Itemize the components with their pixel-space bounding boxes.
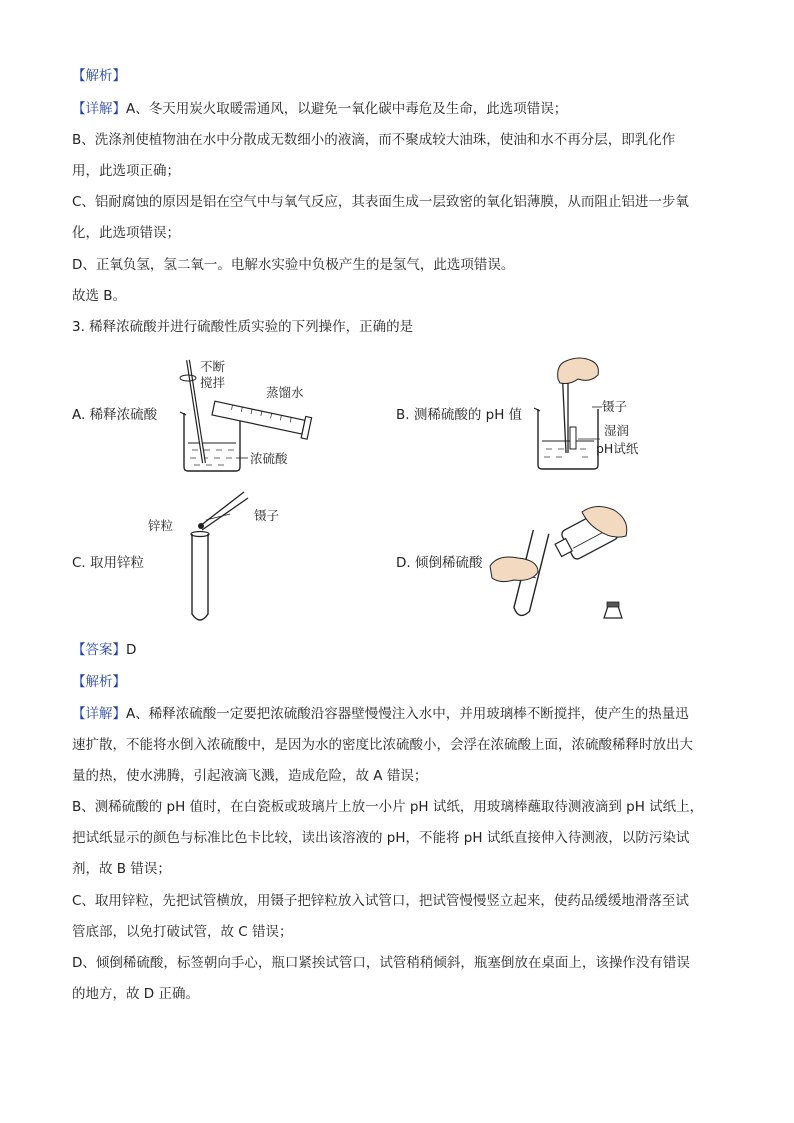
detail-label: 【详解】 — [72, 706, 126, 722]
detail-label: 【详解】 — [72, 101, 126, 117]
zinc-granule-illustration — [146, 488, 306, 628]
label-keep-stirring-2: 搅拌 — [200, 375, 226, 390]
analysis-line: C、取用锌粒，先把试管横放，用镊子把锌粒放入试管口，把试管慢慢竖立起来，使药品缓缓地滑落至试 — [72, 893, 689, 909]
answer-label: 【答案】 — [72, 642, 126, 658]
analysis-line: 管底部，以免打破试管，故 C 错误； — [72, 924, 293, 940]
pouring-illustration — [488, 506, 638, 631]
analysis-line: 化，此选项错误； — [72, 225, 180, 241]
analysis-line: 剂，故 B 错误； — [72, 861, 171, 877]
analysis-line: B、洗涤剂使植物油在水中分散成无数细小的液滴，而不聚成较大油珠，使油和水不再分层，即乳化作 — [72, 132, 676, 148]
analysis-line: 量的热，使水沸腾，引起液滴飞溅，造成危险，故 A 错误； — [72, 768, 428, 784]
question-stem: 3. 稀释浓硫酸并进行硫酸性质实验的下列操作，正确的是 — [72, 319, 414, 335]
analysis-line: C、铝耐腐蚀的原因是铝在空气中与氧气反应，其表面生成一层致密的氧化铝薄膜，从而阻止铝进一步氧 — [72, 194, 689, 210]
analysis-line: B、测稀硫酸的 pH 值时，在白瓷板或玻璃片上放一小片 pH 试纸，用玻璃棒蘸取待测液滴到 pH 试纸上， — [72, 799, 704, 815]
analysis-line: D、倾倒稀硫酸，标签朝向手心，瓶口紧挨试管口，试管稍稍倾斜，瓶塞倒放在桌面上，该操作没有错误 — [72, 955, 690, 971]
option-a-label: A. 稀释浓硫酸 — [72, 407, 158, 423]
analysis-line: D、正氧负氢，氢二氧一。电解水实验中负极产生的是氢气，此选项错误。 — [72, 257, 515, 273]
label-tweezers-b: 镊子 — [602, 399, 628, 414]
option-a-figure — [170, 355, 330, 475]
option-b-figure — [530, 357, 660, 475]
option-d-figure — [488, 506, 638, 631]
analysis-line: 把试纸显示的颜色与标准比色卡比较，读出该溶液的 pH，不能将 pH 试纸直接伸入待测液，以防污染试 — [72, 830, 690, 846]
label-distilled-water: 蒸馏水 — [266, 385, 304, 400]
analysis-line: 的地方，故 D 正确。 — [72, 986, 199, 1002]
answer-line — [72, 640, 136, 660]
label-ph-paper: pH试纸 — [596, 441, 639, 456]
analysis-line: 速扩散，不能将水倒入浓硫酸中，是因为水的密度比浓硫酸小，会浮在浓硫酸上面，浓硫酸稀释时放出大 — [72, 737, 693, 753]
analysis-line — [72, 99, 567, 119]
analysis-line — [72, 704, 689, 724]
label-keep-stirring: 不断 — [200, 359, 226, 374]
analysis-line: 故选 B。 — [72, 288, 127, 304]
label-tweezers-c: 镊子 — [254, 508, 280, 523]
label-zinc: 锌粒 — [148, 518, 174, 533]
label-wet: 湿润 — [604, 423, 630, 438]
analysis-text: A、冬天用炭火取暖需通风，以避免一氧化碳中毒危及生命，此选项错误； — [126, 101, 568, 117]
option-d-label: D. 倾倒稀硫酸 — [396, 555, 483, 571]
option-c-label: C. 取用锌粒 — [72, 555, 145, 571]
analysis-heading-1: 【解析】 — [72, 68, 126, 84]
answer-value: D — [126, 642, 137, 658]
analysis-line: 用，此选项正确； — [72, 163, 180, 179]
ph-test-illustration — [530, 357, 660, 475]
analysis-text: A、稀释浓硫酸一定要把浓硫酸沿容器壁慢慢注入水中，并用玻璃棒不断搅拌，使产生的热量迅 — [126, 706, 689, 722]
label-conc-acid: 浓硫酸 — [250, 451, 288, 466]
option-b-label: B. 测稀硫酸的 pH 值 — [396, 407, 523, 423]
analysis-heading-2: 【解析】 — [72, 674, 126, 690]
option-c-figure — [146, 488, 306, 628]
